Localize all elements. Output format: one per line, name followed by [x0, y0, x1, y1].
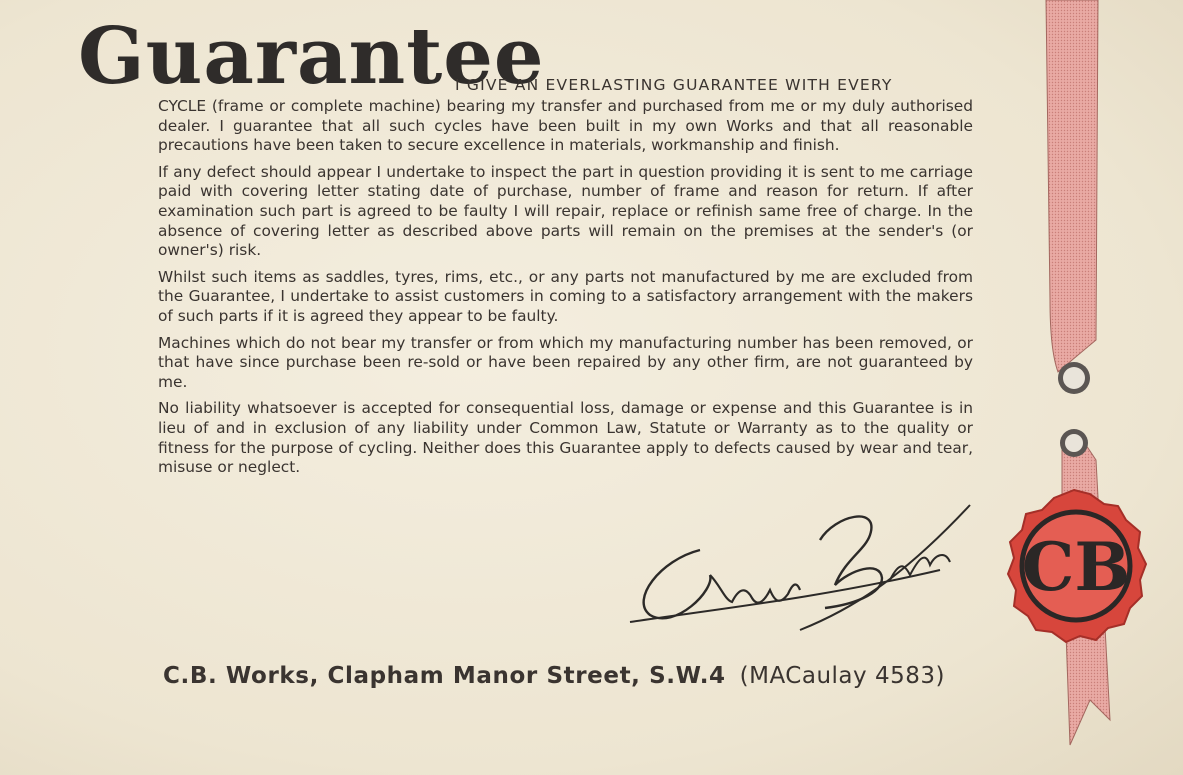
page-title: Guarantee [78, 11, 545, 102]
paragraph: Whilst such items as saddles, tyres, rims, etc., or any parts not manufactured by me are excluded from the Guarantee, I undertake to assist customers in coming to a satisfactory arrangement with the makers of such parts if it is agreed they appear to be faulty. [158, 267, 973, 325]
paragraph: Machines which do not bear my transfer or from which my manufacturing number has been removed, or that have since purchase been re-sold or have been repaired by any other firm, are not guaranteed by me. [158, 333, 973, 391]
signature [620, 490, 980, 640]
phone-number: (MACaulay 4583) [739, 663, 945, 689]
seal-monogram: CB [1021, 528, 1131, 606]
works-address: C.B. Works, Clapham Manor Street, S.W.4 [163, 663, 726, 689]
intro-line: I GIVE AN EVERLASTING GUARANTEE WITH EVERY [455, 76, 893, 94]
ribbon-and-seal [1000, 0, 1183, 775]
paragraph: If any defect should appear I undertake to inspect the part in question providing it is sent to me carriage paid with covering letter stating date of purchase, number of frame and reason for return. If after examination such part is agreed to be faulty I will repair, replace or refinish same free of charge. In the absence of covering letter as described above parts will remain on the premises at the sender's (or owner's) risk. [158, 162, 973, 260]
paragraph: No liability whatsoever is accepted for consequential loss, damage or expense and this Guarantee is in lieu of and in exclusion of any liability under Common Law, Statute or Warranty as to the quality or fitness for the purpose of cycling. Neither does this Guarantee apply to defects caused by wear and tear, misuse or neglect. [158, 399, 973, 477]
address-line [163, 663, 945, 689]
paragraph: CYCLE (frame or complete machine) bearing my transfer and purchased from me or my duly authorised dealer. I guarantee that all such cycles have been built in my own Works and that all reasonable precautions have been taken to secure excellence in materials, workmanship and finish. [158, 97, 973, 155]
guarantee-text [158, 97, 973, 485]
